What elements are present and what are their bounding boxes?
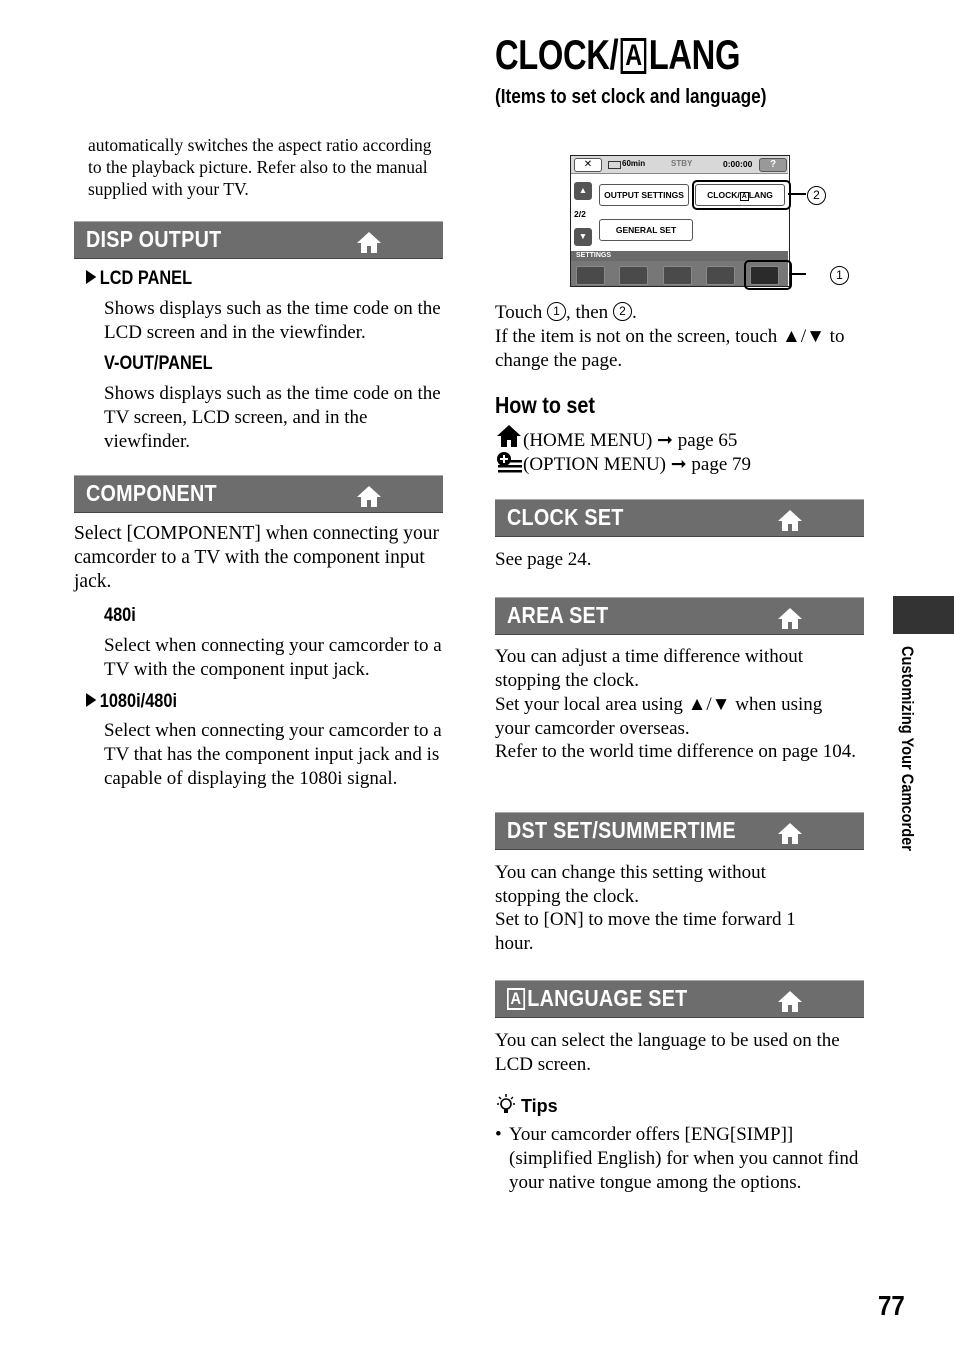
howto-option-line: (OPTION MENU) ➞ page 79 (495, 451, 855, 477)
callout-line-1 (789, 273, 806, 275)
callout-highlight-2 (692, 180, 791, 210)
page-down-button[interactable]: ▼ (574, 228, 592, 246)
page-change-instruction: If the item is not on the screen, touch ▲/▼ to change the page. (495, 326, 845, 371)
clock-set-header: CLOCK SET (495, 499, 864, 537)
tip-item: Your camcorder offers [ENG[SIMP]] (simplified English) for when you cannot find your native tongue among the options. (509, 1124, 859, 1193)
lcd-page-indicator: 2/2 (574, 209, 586, 219)
callout-ref-2: 2 (613, 302, 632, 321)
battery-icon (608, 161, 621, 169)
disp-output-header: DISP OUTPUT (74, 221, 443, 259)
lcd-tab-playback-icon[interactable] (619, 266, 648, 285)
area-set-header: AREA SET (495, 597, 864, 635)
option-desc: Select when connecting your camcorder to a TV that has the component input jack and is capable of displaying the 1080i signal. (104, 720, 442, 789)
default-marker-icon (86, 693, 96, 707)
option-desc: Shows displays such as the time code on the TV screen, LCD screen, and in the viewfinder. (104, 383, 441, 452)
option-desc: Select when connecting your camcorder to a TV with the component input jack. (104, 635, 442, 680)
language-set-header: A LANGUAGE SET (495, 980, 864, 1018)
lcd-close-button[interactable]: ✕ (574, 158, 602, 172)
clock-set-text: See page 24. (495, 549, 592, 570)
tips-heading: Tips (495, 1094, 558, 1118)
lcd-tab-list-icon[interactable] (663, 266, 692, 285)
language-a-icon: A (621, 38, 647, 74)
area-set-text-3: Refer to the world time difference on page 104. (495, 741, 857, 762)
home-icon (777, 606, 803, 630)
output-settings-button[interactable]: OUTPUT SETTINGS (599, 184, 689, 206)
home-menu-icon (495, 424, 523, 448)
page-title: CLOCK/ A LANG (495, 31, 741, 78)
howto-home-line: (HOME MENU) ➞ page 65 (495, 424, 855, 453)
side-tab-label: Customizing Your Camcorder (898, 646, 917, 851)
home-icon (777, 821, 803, 845)
dst-set-text-2: Set to [ON] to move the time forward 1 hour. (495, 909, 796, 954)
side-tab-marker (893, 596, 954, 634)
lcd-tab-camera-icon[interactable] (576, 266, 605, 285)
component-intro: Select [COMPONENT] when connecting your camcorder to a TV with the component input jack. (74, 523, 440, 592)
home-icon (356, 484, 382, 508)
page-number: 77 (878, 1290, 905, 1321)
dst-set-text-1: You can change this setting without stopping the clock. (495, 862, 766, 907)
intro-paragraph: automatically switches the aspect ratio according to the playback picture. Refer also to the manual supplied with your TV. (88, 135, 432, 199)
lcd-time: 0:00:00 (723, 159, 753, 169)
callout-highlight-1 (744, 260, 792, 290)
clock-lang-button[interactable]: CLOCK/ A LANG (695, 184, 785, 206)
dst-set-header: DST SET/SUMMERTIME (495, 812, 864, 850)
option-1080i-480i: 1080i/480i (86, 691, 177, 713)
default-marker-icon (86, 270, 96, 284)
battery-remaining: 60min (622, 159, 646, 168)
lcd-tab-print-icon[interactable] (706, 266, 735, 285)
option-lcd-panel: LCD PANEL (86, 268, 192, 290)
general-set-button[interactable]: GENERAL SET (599, 219, 693, 241)
lcd-status: STBY (671, 159, 693, 168)
home-icon (356, 230, 382, 254)
area-set-text-2: Set your local area using ▲/▼ when using your camcorder overseas. (495, 694, 823, 739)
callout-ref-1: 1 (547, 302, 566, 321)
option-desc: Shows displays such as the time code on the LCD screen and in the viewfinder. (104, 298, 441, 343)
page-subtitle: (Items to set clock and language) (495, 86, 767, 108)
lightbulb-icon (495, 1094, 517, 1116)
home-icon (777, 508, 803, 532)
option-v-out-panel: V-OUT/PANEL (104, 353, 213, 374)
home-icon (777, 989, 803, 1013)
page-up-button[interactable]: ▲ (574, 182, 592, 200)
callout-number-2: 2 (807, 186, 826, 205)
callout-number-1: 1 (830, 266, 849, 285)
component-header: COMPONENT (74, 475, 443, 513)
lcd-help-button[interactable]: ? (759, 158, 787, 172)
tip-bullet: • (495, 1124, 502, 1145)
touch-instruction: Touch 1 , then 2 . (495, 302, 637, 323)
callout-line-2 (788, 193, 806, 195)
area-set-text-1: You can adjust a time difference without stopping the clock. (495, 646, 803, 691)
language-a-icon: A (507, 988, 525, 1010)
option-480i: 480i (104, 605, 136, 626)
how-to-set-heading: How to set (495, 392, 596, 418)
language-set-text: You can select the language to be used on the LCD screen. (495, 1030, 840, 1075)
lcd-settings-label: SETTINGS (576, 252, 612, 259)
option-menu-icon (495, 451, 523, 473)
